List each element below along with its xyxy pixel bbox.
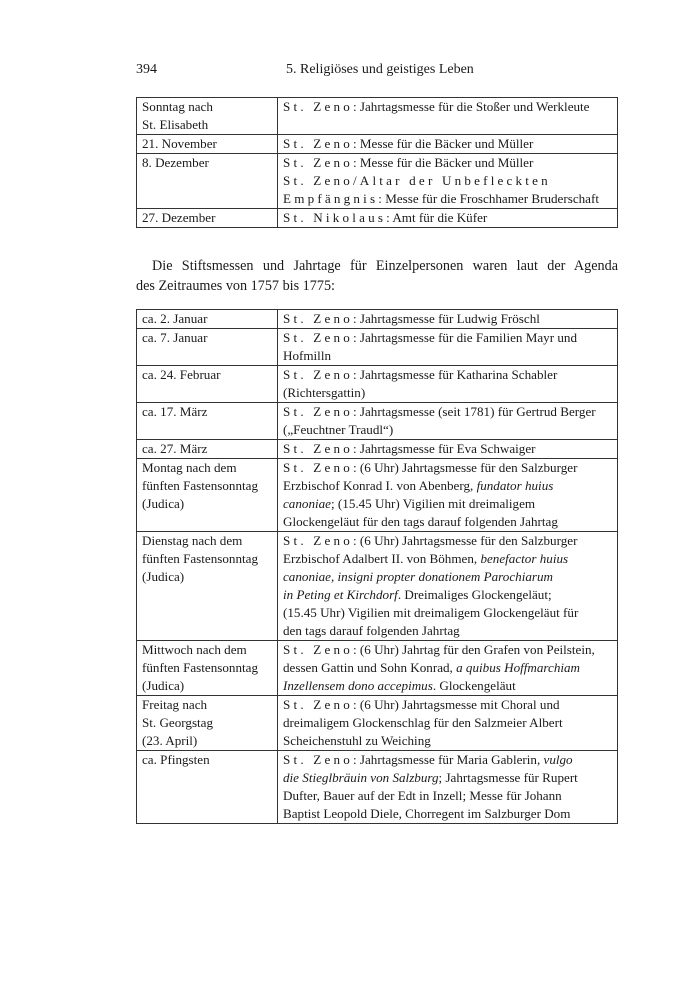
date-line: Mittwoch nach dem [142, 642, 247, 657]
entry-text: : Jahrtagsmesse für Maria Gablerin, [352, 752, 544, 767]
entry-line [283, 477, 613, 495]
entry-text: Erzbischof Adalbert II. von Böhmen, [283, 551, 481, 566]
church-name: St. Zeno [283, 697, 353, 712]
entry-text: Baptist Leopold Diele, Chorregent im Salzburger Dom [283, 806, 571, 821]
body-paragraph [136, 256, 618, 296]
paragraph-line: Die Stiftsmessen und Jahrtage für Einzelpersonen waren laut der Agenda [152, 258, 618, 274]
entry-cell [278, 641, 618, 696]
entry-line [283, 696, 613, 714]
entry-cell [278, 403, 618, 440]
entry-line [283, 366, 613, 384]
table-row [137, 154, 618, 209]
entry-cell [278, 154, 618, 209]
entry-cell [278, 310, 618, 329]
church-name: St. Zeno/Altar der Unbefleckten [283, 173, 551, 188]
entry-text: : Jahrtagsmesse für Eva Schwaiger [352, 441, 536, 456]
entry-text: Dufter, Bauer auf der Edt in Inzell; Messe für Johann [283, 788, 562, 803]
entry-line [283, 568, 613, 586]
church-name: St. Zeno [283, 155, 353, 170]
latin-phrase: canoniae, insigni propter donationem Parochiarum [283, 569, 553, 584]
entry-text: Glockengeläut für den tags darauf folgenden Jahrtag [283, 514, 558, 529]
entry-text: Hofmilln [283, 348, 332, 363]
entry-text: : (6 Uhr) Jahrtag für den Grafen von Peilstein, [352, 642, 595, 657]
entry-line [283, 513, 613, 531]
church-name: St. Zeno [283, 441, 353, 456]
anniversary-mass-table [136, 309, 618, 824]
entry-line [283, 532, 613, 550]
page-number: 394 [136, 62, 157, 77]
date-line: Montag nach dem [142, 460, 237, 475]
date-cell [137, 154, 278, 209]
entry-cell [278, 329, 618, 366]
date-cell [137, 459, 278, 532]
table-row [137, 751, 618, 824]
entry-line [283, 805, 613, 823]
date-line: ca. 7. Januar [142, 330, 208, 345]
entry-line [283, 440, 613, 458]
date-line: ca. 24. Februar [142, 367, 221, 382]
entry-text: . Dreimaliges Glockengeläut; [397, 587, 552, 602]
church-name: St. Zeno [283, 367, 353, 382]
entry-cell [278, 751, 618, 824]
entry-line [283, 751, 613, 769]
entry-text: dessen Gattin und Sohn Konrad, [283, 660, 457, 675]
date-cell [137, 440, 278, 459]
entry-text: dreimaligem Glockenschlag für den Salzmeier Albert [283, 715, 563, 730]
table-row [137, 135, 618, 154]
church-name: St. Zeno [283, 460, 353, 475]
entry-text: ; Jahrtagsmesse für Rupert [438, 770, 578, 785]
entry-line [283, 135, 613, 153]
entry-line [283, 347, 613, 365]
date-line: fünften Fastensonntag [142, 551, 259, 566]
entry-line [283, 659, 613, 677]
date-line: 21. November [142, 136, 217, 151]
entry-text: . Glockengeläut [432, 678, 516, 693]
entry-text: : (6 Uhr) Jahrtagsmesse für den Salzburger [352, 533, 578, 548]
entry-cell [278, 532, 618, 641]
paragraph-line: des Zeitraumes von 1757 bis 1775: [136, 278, 335, 294]
entry-line [283, 459, 613, 477]
latin-phrase: die Stieglbräuin von Salzburg [283, 770, 439, 785]
date-line: (Judica) [142, 496, 185, 511]
church-name: Empfängnis [283, 191, 379, 206]
church-name: St. Zeno [283, 752, 353, 767]
date-line: ca. Pfingsten [142, 752, 210, 767]
entry-cell [278, 209, 618, 228]
date-line: (23. April) [142, 733, 198, 748]
entry-line [283, 154, 613, 172]
table-row [137, 209, 618, 228]
entry-cell [278, 696, 618, 751]
entry-line [283, 421, 613, 439]
date-cell [137, 641, 278, 696]
entry-text: : (6 Uhr) Jahrtagsmesse mit Choral und [352, 697, 560, 712]
entry-line [283, 329, 613, 347]
church-name: St. Zeno [283, 533, 353, 548]
feast-day-table [136, 97, 618, 228]
entry-text: : Jahrtagsmesse für die Familien Mayr und [352, 330, 577, 345]
entry-line [283, 384, 613, 402]
table-row [137, 641, 618, 696]
page-header [136, 62, 618, 82]
entry-text: Scheichenstuhl zu Weiching [283, 733, 431, 748]
table-row [137, 98, 618, 135]
latin-phrase: Inzellensem dono accepimus [283, 678, 433, 693]
date-line: ca. 2. Januar [142, 311, 208, 326]
entry-cell [278, 98, 618, 135]
table-row [137, 459, 618, 532]
date-line: ca. 27. März [142, 441, 208, 456]
date-line: (Judica) [142, 569, 185, 584]
table-row [137, 366, 618, 403]
entry-line [283, 586, 613, 604]
date-cell [137, 403, 278, 440]
entry-text: : Jahrtagsmesse für die Stoßer und Werkleute [352, 99, 590, 114]
date-line: ca. 17. März [142, 404, 208, 419]
entry-line [283, 641, 613, 659]
entry-text: : Jahrtagsmesse (seit 1781) für Gertrud Berger [352, 404, 596, 419]
entry-line [283, 190, 613, 208]
latin-phrase: in Peting et Kirchdorf [283, 587, 398, 602]
church-name: St. Zeno [283, 136, 353, 151]
church-name: St. Zeno [283, 311, 353, 326]
church-name: St. Zeno [283, 330, 353, 345]
church-name: St. Zeno [283, 642, 353, 657]
entry-text: : Amt für die Küfer [386, 210, 488, 225]
entry-line [283, 787, 613, 805]
entry-line [283, 604, 613, 622]
entry-line [283, 550, 613, 568]
table-row [137, 310, 618, 329]
date-cell [137, 366, 278, 403]
entry-line [283, 310, 613, 328]
entry-text: : Messe für die Froschhamer Bruderschaft [378, 191, 599, 206]
entry-line [283, 714, 613, 732]
date-line: Sonntag nach [142, 99, 213, 114]
entry-text: : Messe für die Bäcker und Müller [352, 155, 534, 170]
table-row [137, 532, 618, 641]
date-cell [137, 751, 278, 824]
date-line: 27. Dezember [142, 210, 216, 225]
entry-text: ; (15.45 Uhr) Vigilien mit dreimaligem [331, 496, 536, 511]
entry-text: („Feuchtner Traudl“) [283, 422, 394, 437]
entry-text: : Messe für die Bäcker und Müller [352, 136, 534, 151]
entry-text: den tags darauf folgenden Jahrtag [283, 623, 460, 638]
latin-phrase: canoniae [283, 496, 331, 511]
date-cell [137, 98, 278, 135]
date-line: (Judica) [142, 678, 185, 693]
latin-phrase: vulgo [543, 752, 573, 767]
entry-cell [278, 440, 618, 459]
date-line: Dienstag nach dem [142, 533, 243, 548]
entry-line [283, 495, 613, 513]
table-row [137, 440, 618, 459]
entry-text: (15.45 Uhr) Vigilien mit dreimaligem Glockengeläut für [283, 605, 579, 620]
date-line: St. Georgstag [142, 715, 214, 730]
entry-cell [278, 459, 618, 532]
entry-text: : Jahrtagsmesse für Katharina Schabler [352, 367, 558, 382]
latin-phrase: fundator huius [476, 478, 554, 493]
latin-phrase: benefactor huius [480, 551, 569, 566]
date-cell [137, 209, 278, 228]
date-line: fünften Fastensonntag [142, 660, 259, 675]
entry-line [283, 209, 613, 227]
church-name: St. Zeno [283, 404, 353, 419]
entry-text: : (6 Uhr) Jahrtagsmesse für den Salzburger [352, 460, 578, 475]
church-name: St. Nikolaus [283, 210, 387, 225]
table-row [137, 696, 618, 751]
table-row [137, 329, 618, 366]
latin-phrase: a quibus Hoffmarchiam [456, 660, 581, 675]
date-line: 8. Dezember [142, 155, 209, 170]
entry-line [283, 732, 613, 750]
entry-line [283, 622, 613, 640]
running-title: 5. Religiöses und geistiges Leben [286, 62, 474, 77]
entry-line [283, 172, 613, 190]
date-cell [137, 532, 278, 641]
date-line: fünften Fastensonntag [142, 478, 259, 493]
date-cell [137, 696, 278, 751]
church-name: St. Zeno [283, 99, 353, 114]
date-line: St. Elisabeth [142, 117, 209, 132]
entry-cell [278, 366, 618, 403]
entry-line [283, 677, 613, 695]
entry-line [283, 769, 613, 787]
date-cell [137, 135, 278, 154]
entry-text: Erzbischof Konrad I. von Abenberg, [283, 478, 477, 493]
entry-line [283, 403, 613, 421]
entry-text: (Richtersgattin) [283, 385, 366, 400]
date-cell [137, 329, 278, 366]
date-line: Freitag nach [142, 697, 208, 712]
entry-cell [278, 135, 618, 154]
table-row [137, 403, 618, 440]
date-cell [137, 310, 278, 329]
entry-line [283, 98, 613, 116]
entry-text: : Jahrtagsmesse für Ludwig Fröschl [352, 311, 540, 326]
